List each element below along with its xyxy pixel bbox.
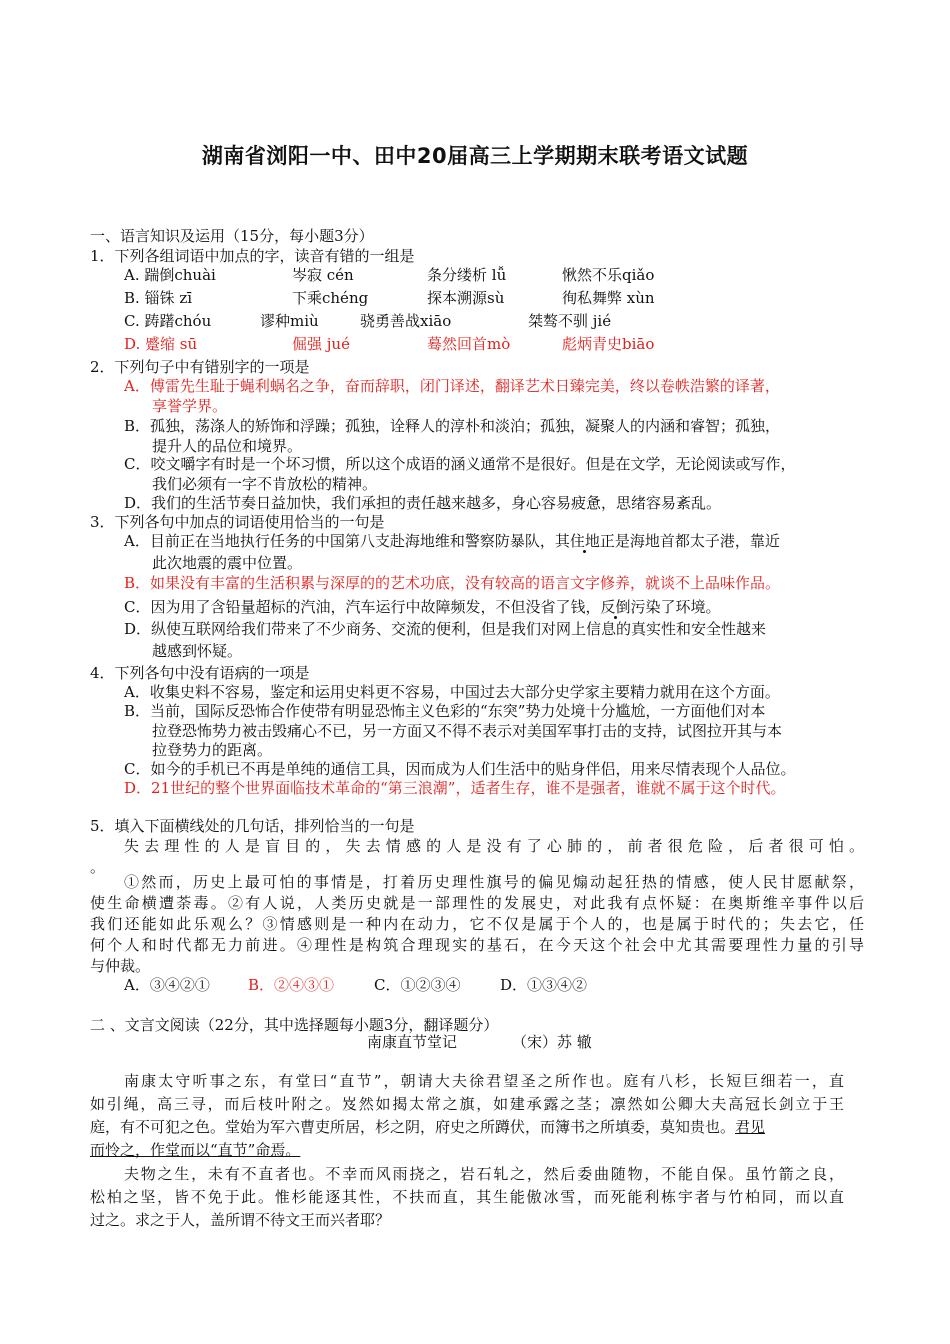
- question-1-stem: 1．下列各组词语中加点的字，读音有错的一组是: [90, 247, 415, 265]
- q5-passage-line5: 与仲裁。: [90, 957, 151, 975]
- q4-option-d: D．21世纪的整个世界面临技术革命的“第三浪潮”，适者生存，谁不是强者，谁就不属于这个时代。: [124, 779, 786, 797]
- classical-p2-line3: 过之。求之于人，盖所谓不待文王而兴者耶？: [90, 1211, 391, 1229]
- question-4-stem: 4．下列各句中没有语病的一项是: [90, 664, 310, 682]
- classical-text-author: （宋）苏 辙: [512, 1033, 592, 1051]
- classical-p1-line3-text: 庭，有不可犯之色。堂始为军六曹吏所居，杉之阴，府史之所蹲伏，而簿书之所填委，莫知贵也。: [90, 1118, 736, 1136]
- question-5-stem: 5．填入下面横线处的几句话，排列恰当的一句是: [90, 817, 415, 835]
- q3-option-c: [124, 596, 721, 618]
- q1-option-d-3: 蓦然回首mò: [427, 335, 511, 353]
- q1-option-c-4: 桀骜不驯 jié: [528, 312, 612, 330]
- q1-option-b-4: 徇私舞弊 xùn: [562, 289, 655, 307]
- classical-text-title: 南康直节堂记: [367, 1033, 458, 1051]
- section-heading-2: 二 、文言文阅读（22分，其中选择题每小题3分，翻译题分）: [90, 1016, 499, 1034]
- q3-a-text-1: A．目前正在当地执行任务的中国第八支赴海地维和警察防暴队，其: [124, 532, 570, 550]
- q1-option-d-1: D. 蹙缩 sū: [124, 335, 198, 353]
- classical-p1-line3: [90, 1116, 765, 1138]
- q1-option-b-1: B. 锱铢 zī: [124, 289, 193, 307]
- q4-option-a: A．收集史料不容易，鉴定和运用史料更不容易，中国过去大部分史学家主要精力就用在这个方面。: [124, 683, 780, 701]
- q3-c-text-2: 污染了环境。: [630, 598, 721, 616]
- classical-p1-line2: 如引绳，高三寻，而后枝叶附之。岌然如揭太常之旗，如建承露之茎；凛然如公卿大夫高冠长剑立于王: [90, 1095, 844, 1113]
- q1-option-b-3: 探本溯源sù: [427, 289, 505, 307]
- q1-option-d-2: 倔强 jué: [292, 335, 350, 353]
- q2-option-c-line2: 我们必须有一字不肯放松的精神。: [152, 475, 378, 493]
- q3-option-a-line2: 此次地震的震中位置。: [152, 554, 303, 572]
- question-2-stem: 2．下列句子中有错别字的一项是: [90, 358, 310, 376]
- q2-option-b-line1: B．孤独，荡涤人的矫饰和浮躁；孤独，诠释人的淳朴和淡泊；孤独，凝聚人的内涵和睿智；孤独，: [124, 417, 781, 435]
- q3-option-d-line2: 越感到怀疑。: [152, 642, 243, 660]
- q4-option-b-line3: 拉登势力的距离。: [152, 741, 273, 759]
- q2-option-a-line1: A．傅雷先生耻于蝇利蜗名之争，奋而辞职，闭门译述，翻译艺术日臻完美，终以卷帙浩繁的译著，: [124, 377, 780, 395]
- classical-p1-underlined-start: 君见: [735, 1118, 766, 1136]
- q5-choice-d: D．①③④②: [500, 976, 588, 994]
- q2-option-c-line1: C．咬文嚼字有时是一个坏习惯，所以这个成语的涵义通常不是很好。但是在文学，无论阅读或写作，: [124, 455, 796, 473]
- q1-option-d-4: 彪炳青史biāo: [562, 335, 655, 353]
- q3-option-d-line1: D．纵使互联网给我们带来了不少商务、交流的便利，但是我们对网上信息的真实性和安全性越来: [124, 620, 767, 638]
- section-heading-1: 一、语言知识及运用（15分，每小题3分）: [90, 227, 374, 245]
- q4-option-b-line1: B．当前，国际反恐怖合作使带有明显恐怖主义色彩的“东突”势力处境十分尴尬，一方面他们对本: [124, 702, 766, 720]
- q3-a-dotted-word: 住地: [569, 532, 600, 550]
- q2-option-a-line2: 享誉学界。: [152, 397, 228, 415]
- q2-option-b-line2: 提升人的品位和境界。: [152, 437, 303, 455]
- classical-p1-underlined-end: 而怜之，作堂而以“直节”命焉。: [90, 1141, 301, 1159]
- q5-passage-line2: 使生命横遭荼毒。②有人说，人类历史就是一部理性的发展史，对此我有点怀疑：在奥斯维辛事件以后: [90, 894, 864, 912]
- q5-passage-line4: 何个人和时代都无力前进。④理性是构筑合理现实的基石，在今天这个社会中尤其需要理性力量的引导: [90, 936, 864, 954]
- q3-c-text-1: C．因为用了含铅量超标的汽油，汽车运行中故障频发，不但没省了钱，: [124, 598, 601, 616]
- classical-p1-line1: 南康太守听事之东，有堂曰“直节”，朝请大夫徐君望圣之所作也。庭有八杉，长短巨细若一，直: [124, 1072, 844, 1090]
- classical-p2-line1: 夫物之生，未有不直者也。不幸而风雨挠之，岩石轧之，然后委曲随物，不能自保。虽竹箭之良，: [124, 1165, 844, 1183]
- q5-quote: 失去理性的人是盲目的，失去情感的人是没有了心肺的，前者很危险，后者很可怕。: [124, 837, 864, 855]
- q3-option-b: B．如果没有丰富的生活积累与深厚的的艺术功底，没有较高的语言文字修养，就谈不上品味作品。: [124, 574, 781, 592]
- q1-option-a-2: 岑寂 cén: [292, 266, 354, 284]
- q5-passage-line3: 我们还能如此乐观么？③情感则是一种内在动力，它不仅是属于个人的，也是属于时代的；失去它，任: [90, 915, 864, 933]
- q4-option-b-line2: 拉登恐怖势力被击毁痛心不已，另一方面又不得不表示对美国军事打击的支持，试图拉开其与本: [152, 722, 783, 740]
- q5-quote-end: 。: [90, 858, 106, 876]
- q5-choice-c: C．①②③④: [374, 976, 461, 994]
- q1-option-a-4: 愀然不乐qiǎo: [562, 266, 655, 284]
- question-3-stem: 3．下列各句中加点的词语使用恰当的一句是: [90, 513, 385, 531]
- q4-option-c: C．如今的手机已不再是单纯的通信工具，因而成为人们生活中的贴身伴侣，用来尽情表现个人品位。: [124, 760, 796, 778]
- q1-option-c-1: C. 踌躇chóu: [124, 312, 212, 330]
- q5-choice-a: A．③④②①: [124, 976, 210, 994]
- q1-option-a-1: A. 踹倒chuài: [124, 266, 216, 284]
- q5-choice-b: B．②④③①: [248, 976, 335, 994]
- q3-c-dotted-word: 反倒: [600, 598, 631, 616]
- q1-option-b-2: 下乘chéng: [292, 289, 369, 307]
- q1-option-c-3: 骁勇善战xiāo: [360, 312, 452, 330]
- q3-a-text-2: 正是海地首都太子港，靠近: [599, 532, 780, 550]
- classical-p2-line2: 松柏之坚，皆不免于此。惟杉能逐其性，不扶而直，其生能傲冰雪，而死能利栋宇者与竹柏同，而以直: [90, 1188, 844, 1206]
- page-title: 湖南省浏阳一中、田中20届高三上学期期末联考语文试题: [201, 144, 749, 168]
- q1-option-a-3: 条分缕析 lǚ: [427, 266, 507, 284]
- q5-passage-line1: ①然而，历史上最可怕的事情是，打着历史理性旗号的偏见煽动起狂热的情感，使人民甘愿献祭，: [124, 873, 864, 891]
- q3-option-a-line1: [124, 530, 780, 552]
- q1-option-c-2: 谬种miù: [260, 312, 319, 330]
- q2-option-d: D．我们的生活节奏日益加快，我们承担的责任越来越多，身心容易疲惫，思绪容易紊乱。: [124, 494, 722, 512]
